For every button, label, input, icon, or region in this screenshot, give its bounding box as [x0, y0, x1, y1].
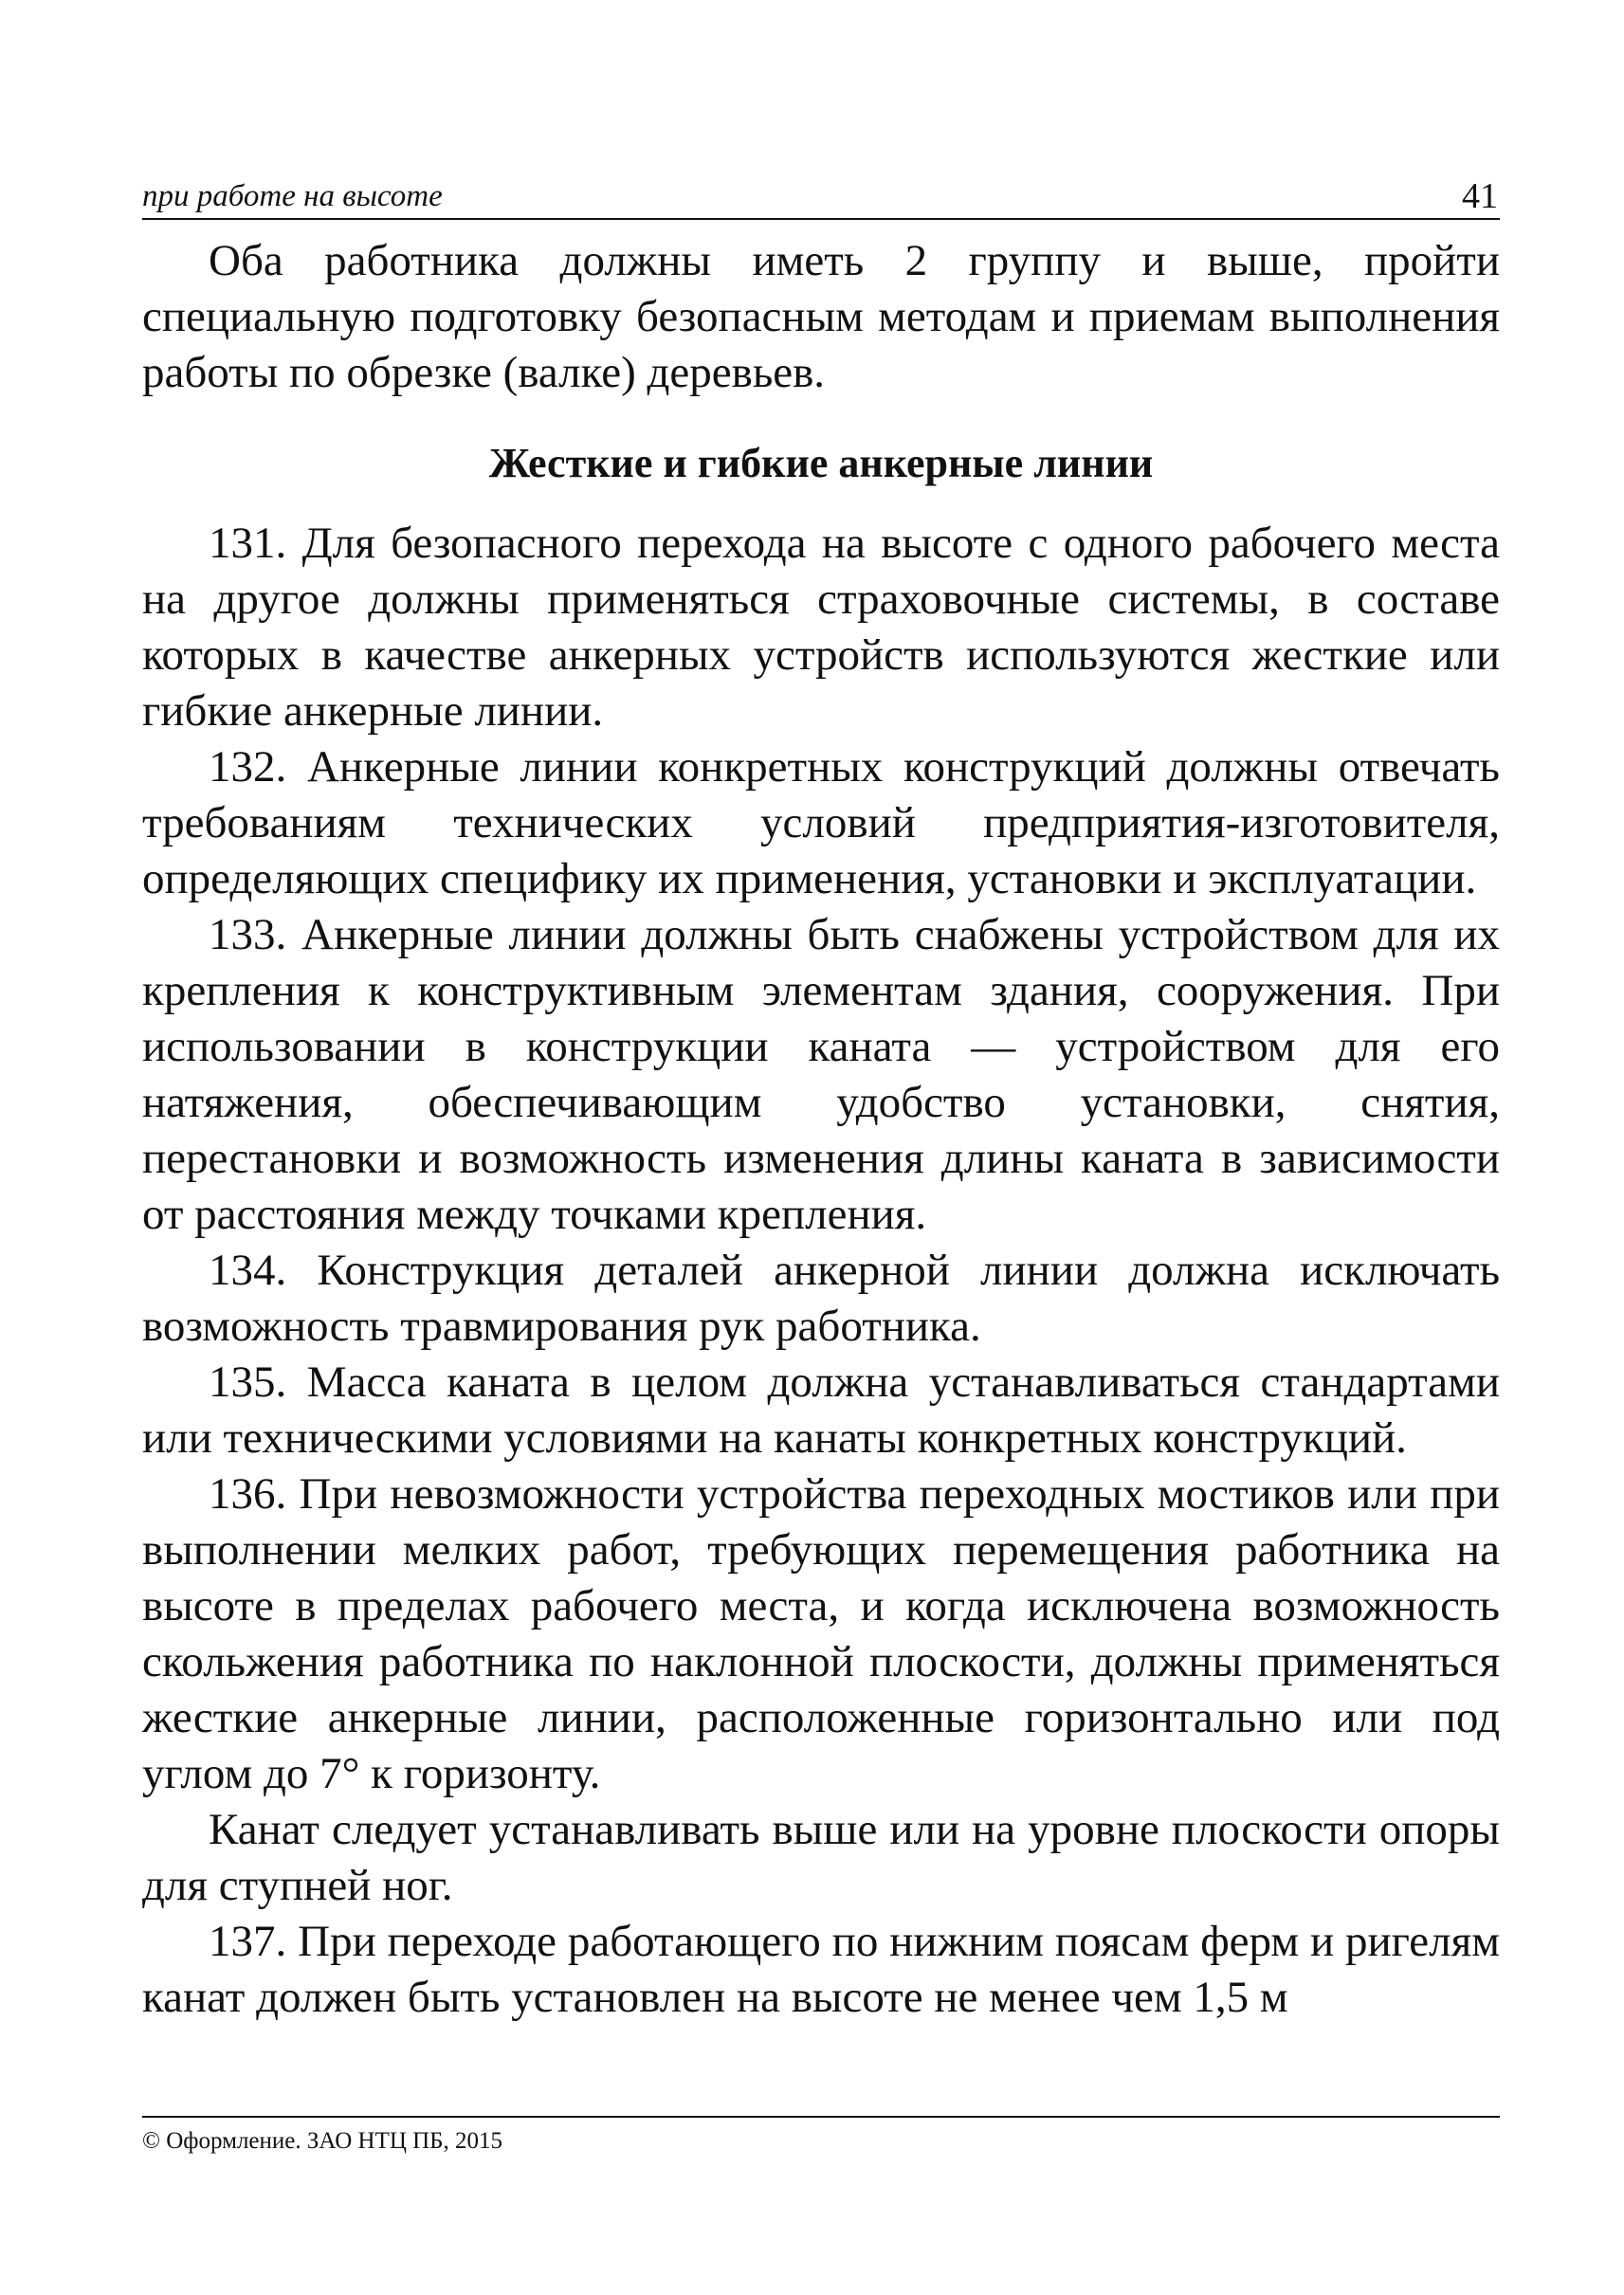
paragraph-135: 135. Масса каната в целом должна устанавливаться стандартами или техническими условиями на канаты конкретных конструкций.	[142, 1357, 1500, 1463]
copyright-notice: © Оформление. ЗАО НТЦ ПБ, 2015	[142, 2128, 503, 2154]
running-header-title: при работе на высоте	[142, 179, 443, 213]
running-header	[142, 171, 1500, 220]
intro-paragraph: Оба работника должны иметь 2 группу и выше, пройти специальную подготовку безопасным методам и приемам выполнения работы по обрезке (валке) деревьев.	[142, 236, 1500, 397]
page-footer	[142, 2116, 1500, 2153]
page-number: 41	[1462, 176, 1498, 216]
paragraph-137: 137. При переходе работающего по нижним поясам ферм и ригелям канат должен быть установлен на высоте не менее чем 1,5 м	[142, 1917, 1500, 2022]
paragraph-132: 132. Анкерные линии конкретных конструкций должны отвечать требованиям технических условий предприятия-изготовителя, определяющих специфику их применения, установки и эксплуатации.	[142, 742, 1500, 903]
paragraph-131: 131. Для безопасного перехода на высоте с одного рабочего места на другое должны применяться страховочные системы, в составе которых в качестве анкерных устройств используются жесткие или гибкие анкерные линии.	[142, 519, 1500, 736]
main-text	[142, 233, 1500, 2026]
section-heading: Жесткие и гибкие анкерные линии	[488, 440, 1154, 486]
paragraph-136-note: Канат следует устанавливать выше или на уровне плоскости опоры для ступней ног.	[142, 1805, 1500, 1910]
paragraph-133: 133. Анкерные линии должны быть снабжены устройством для их крепления к конструктивным элементам здания, сооружения. При использовании в конструкции каната — устройством для его натяжения, обеспечивающим удобство установки, снятия, перестановки и возможность изменения длины каната в зависимости от расстояния между точками крепления.	[142, 910, 1500, 1239]
paragraph-134: 134. Конструкция деталей анкерной линии должна исключать возможность травмирования рук работника.	[142, 1246, 1500, 1351]
paragraph-136: 136. При невозможности устройства переходных мостиков или при выполнении мелких работ, требующих перемещения работника на высоте в пределах рабочего места, и когда исключена возможность скольжения работника по наклонной плоскости, должны применяться жесткие анкерные линии, расположенные горизонтально или под углом до 7° к горизонту.	[142, 1469, 1500, 1798]
